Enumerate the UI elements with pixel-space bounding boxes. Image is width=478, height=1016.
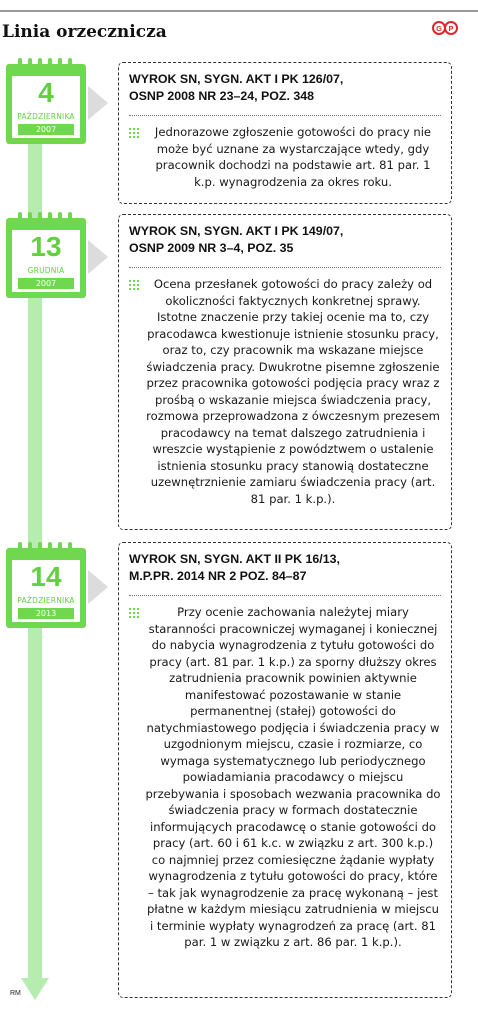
svg-text:P: P: [448, 24, 454, 33]
date-badge: [6, 64, 86, 144]
badge-day: 13: [30, 231, 62, 262]
ruling-heading: [129, 71, 441, 105]
ruling-heading: [129, 223, 441, 257]
badge-face: [12, 230, 80, 292]
badge-face: [12, 560, 80, 622]
ruling-text: Ocena przesłanek gotowości do pracy zależy od okoliczności faktycznych konkretnej sprawy. Istotne znaczenie przy takiej ocenie ma to, czy pracodawca kwestionuje istnienie stosunku pracy, oraz to, czy pracownik ma wskazane miejsce świadczenia pracy. Dwukrotne pisemne zgłoszenie przez pracownika gotowości podjęcia pracy wraz z prośbą o wskazanie miejsca świadczenia pracy, rozmowa przeprowadzona z ówczesnym prezesem pracodawcy na temat dalszego zatrudnienia i wreszcie wystąpienie z powództwem o ustalenie istnienia stosunku pracy stanowią dostateczne uzewnętrznienie zamiaru świadczenia pracy (art. 81 par. 1 k.p.).: [146, 277, 440, 506]
calendar-rings-icon: [6, 212, 86, 224]
badge-month: GRUDNIA: [27, 266, 65, 275]
date-badge: [6, 218, 86, 298]
ruling-text: Przy ocenie zachowania należytej miary staranności pracowniczej wymaganej i koniecznej do nabycia wynagrodzenia z tytułu gotowości do pracy (art. 81 par. 1 k.p.) za sporny dłuższy okres zatrudnienia pracownik powinien aktywnie manifestować pozostawanie w stanie permanentnej (stałej) gotowości do natychmiastowego podjęcia i świadczenia pracy w uzgodnionym miejscu, czasie i rozmiarze, co wymaga systematycznego lub periodycznego powiadamiania pracodawcy o miejscu przebywania i sposobach wezwania pracownika do świadczenia pracy w formach dostatecznie informujących pracodawcę o stanie gotowości do pracy (art. 60 i 61 k.c. w związku z art. 300 k.p.) co najmniej przez comiesięczne żądanie wypłaty wynagrodzenia z tytułu gotowości do pracy, które – tak jak wynagrodzenie za pracę wykonaną – jest płatne w każdym miesiącu zatrudnienia w miejscu i terminie wypłaty wynagrodzeń za pracę (art. 81 par. 1 w związku z art. 86 par. 1 k.p.).: [145, 605, 441, 949]
ruling-heading-line2: M.P.PR. 2014 NR 2 POZ. 84–87: [129, 569, 307, 583]
page-title: Linia orzecznicza: [2, 22, 167, 42]
chevron-right-icon: [88, 570, 108, 604]
ruling-card: [118, 542, 452, 998]
author-credit: RM: [10, 990, 21, 997]
ruling-heading-line1: WYROK SN, SYGN. AKT II PK 16/13,: [129, 552, 340, 566]
grid-bullet-icon: [129, 608, 139, 618]
timeline-arrow: [21, 978, 49, 1000]
ruling-heading-line2: OSNP 2008 NR 23–24, POZ. 348: [129, 89, 315, 103]
ruling-text: Jednorazowe zgłoszenie gotowości do pracy nie może być uznane za wystarczające wtedy, gdy pracownik dochodzi na podstawie art. 81 par. 1 k.p. wynagrodzenia za okres roku.: [154, 125, 432, 189]
calendar-rings-icon: [6, 542, 86, 554]
chevron-right-icon: [88, 86, 108, 120]
ruling-separator: [129, 115, 441, 116]
ruling-separator: [129, 267, 441, 268]
grid-bullet-icon: [129, 280, 139, 290]
badge-year: 2013: [18, 608, 74, 619]
svg-text:G: G: [436, 24, 442, 33]
badge-day: 4: [38, 77, 54, 108]
ruling-heading-line1: WYROK SN, SYGN. AKT I PK 126/07,: [129, 72, 344, 86]
badge-day: 14: [30, 561, 62, 592]
badge-year: 2007: [18, 124, 74, 135]
ruling-separator: [129, 595, 441, 596]
badge-month: PAŹDZIERNIKA: [17, 596, 75, 605]
badge-year: 2007: [18, 278, 74, 289]
ruling-heading-line1: WYROK SN, SYGN. AKT I PK 149/07,: [129, 224, 344, 238]
gp-logo-icon: [432, 21, 458, 35]
calendar-rings-icon: [6, 58, 86, 70]
ruling-body: [129, 124, 441, 190]
ruling-heading-line2: OSNP 2009 NR 3–4, POZ. 35: [129, 241, 294, 255]
top-rule: [0, 10, 478, 12]
ruling-body: [129, 276, 441, 507]
badge-month: PAŹDZIERNIKA: [17, 112, 75, 121]
ruling-body: [129, 604, 441, 951]
date-badge: [6, 548, 86, 628]
ruling-heading: [129, 551, 441, 585]
chevron-right-icon: [88, 240, 108, 274]
ruling-card: [118, 62, 452, 204]
grid-bullet-icon: [129, 128, 139, 138]
ruling-card: [118, 214, 452, 530]
badge-face: [12, 76, 80, 138]
